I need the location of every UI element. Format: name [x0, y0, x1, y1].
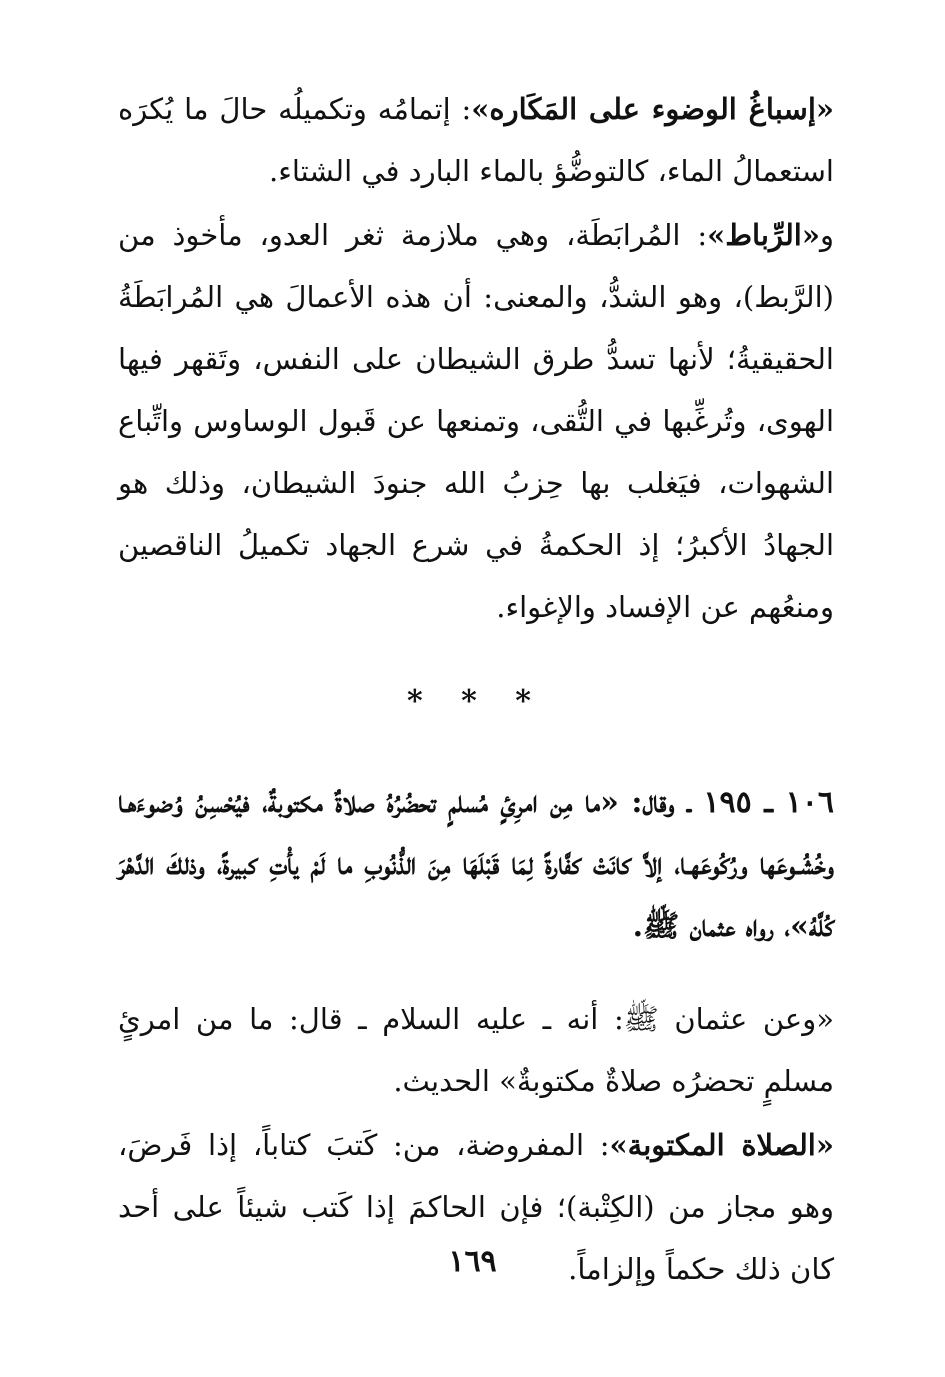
- paragraph-wudu: [118, 78, 834, 202]
- term-ribat: «الرِّباط»: [707, 218, 820, 252]
- page-body: [118, 78, 834, 1300]
- paragraph-uthman: «وعن عثمان ﷺ: أنه ـ عليه السلام ـ قال: ما من امرئٍ مسلمٍ تحضرُه صلاةٌ مكتوبةٌ» الحديث.: [118, 1002, 834, 1098]
- paragraph-prefix: و: [819, 218, 834, 252]
- term-salat-maktuba: «الصلاة المكتوبة»: [609, 1128, 834, 1162]
- term-isbagh: «إسباغُ الوضوء على المَكَاره»: [471, 92, 835, 126]
- paragraph-ribat: [118, 204, 834, 638]
- hadith-text: ١٠٦ ـ ١٩٥ ـ وقال: «ما مِن امرِئٍ مُسلمٍ تحضُرُهُ صلاةٌ مكتوبةٌ، فيُحْسِنُ وُضوءَهـا وخُشُـوعَها ورُكُوعَهـا، إلاَّ كانَتْ كفَّارةً لِمَا قَبْلَهَا مِنَ الذُّنُوبِ ما لَمْ يأْتِ كبيرةً، وذلكَ الدَّهْرَ كُلَّهُ»، رواه عثمان ﷺ.: [118, 785, 834, 944]
- paragraph-text: : المفروضة، من: كَتبَ كتاباً، إذا فَرضَ، وهو مجاز من (الكِتْبة)؛ فإن الحاكمَ إذا كَتب شيئاً على أحد كان ذلك حكماً وإلزاماً.: [118, 1128, 834, 1286]
- paragraph-text: : المُرابَطَة، وهي ملازمة ثغر العدو، مأخوذ من (الرَّبط)، وهو الشدُّ، والمعنى: أن هذه الأعمالَ هي المُرابَطَةُ الحقيقيةُ؛ لأنها تسدُّ طرق الشيطان على النفس، وتَقهر فيها الهوى، وتُرغِّبها في التُّقى، وتمنعها عن قَبول الوساوس واتِّباع الشهوات، فيَغلب بها حِزبُ الله جنودَ الشيطان، وذلك هو الجهادُ الأكبرُ؛ إذ الحكمةُ في شرع الجهاد تكميلُ الناقصين ومنعُهم عن الإفساد والإغواء.: [118, 218, 834, 624]
- paragraph-text: : إتمامُه وتكميلُه حالَ ما يُكرَه استعمالُ الماء، كالتوضُّؤ بالماء البارد في الشتاء.: [118, 92, 834, 188]
- page-number: ١٦٩: [448, 1244, 497, 1279]
- section-divider: * * *: [407, 684, 545, 719]
